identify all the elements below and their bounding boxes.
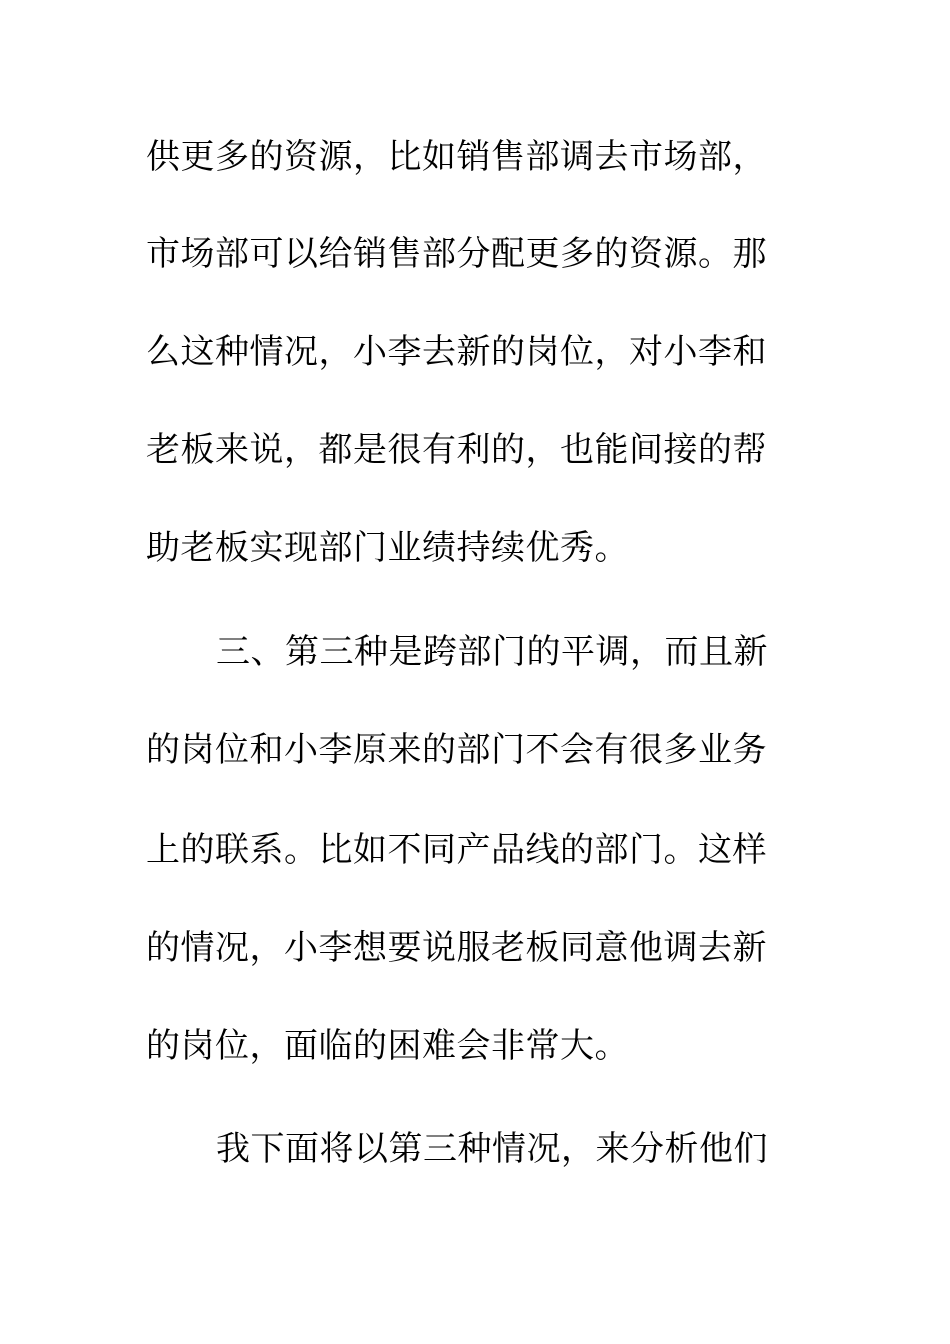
paragraph-start-line: 我下面将以第三种情况，来分析他们 xyxy=(216,1129,768,1169)
text-line: 么这种情况，小李去新的岗位，对小李和 xyxy=(146,332,767,372)
text-line: 老板来说，都是很有利的，也能间接的帮 xyxy=(146,430,767,470)
text-line: 市场部可以给销售部分配更多的资源。那 xyxy=(146,234,767,274)
text-line: 的情况，小李想要说服老板同意他调去新 xyxy=(146,928,767,968)
text-line: 的岗位和小李原来的部门不会有很多业务 xyxy=(146,730,767,770)
text-line: 助老板实现部门业绩持续优秀。 xyxy=(146,528,629,568)
text-line: 上的联系。比如不同产品线的部门。这样 xyxy=(146,830,767,870)
text-line: 的岗位，面临的困难会非常大。 xyxy=(146,1026,629,1066)
text-line: 供更多的资源，比如销售部调去市场部， xyxy=(146,137,767,177)
paragraph-start-line: 三、第三种是跨部门的平调，而且新 xyxy=(216,632,768,672)
